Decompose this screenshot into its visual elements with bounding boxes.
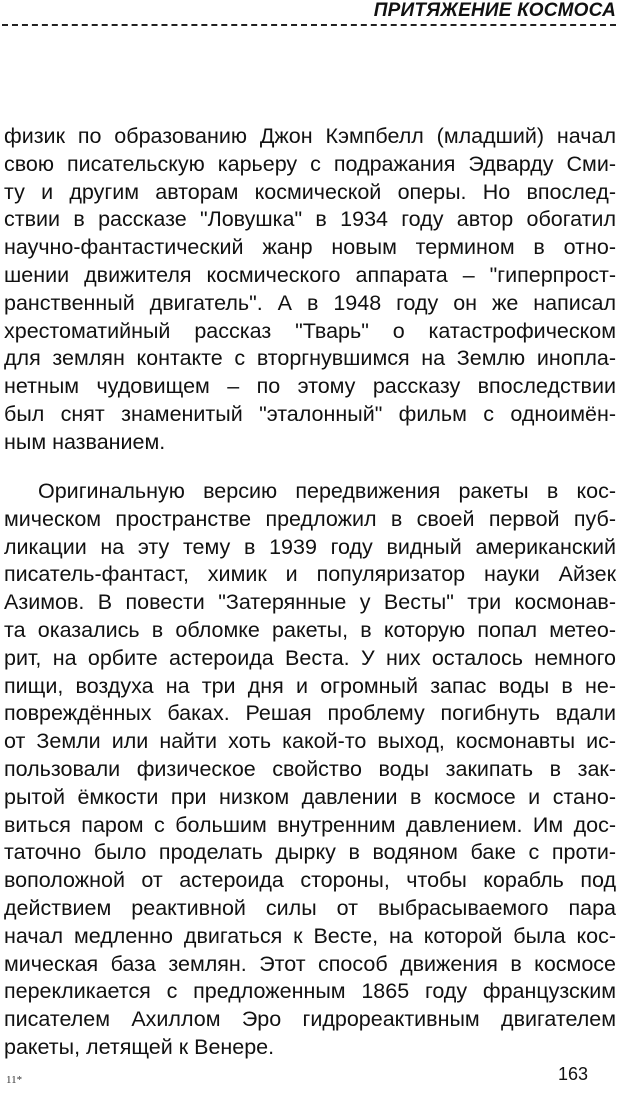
text-line: действием реактивной силы от выбрасываемого пара xyxy=(4,895,616,920)
text-line: перекликается с предложенным 1865 году французским xyxy=(4,979,616,1004)
text-line: научно-фантастический жанр новым термином в отно- xyxy=(4,235,616,260)
text-line: писатель-фантаст, химик и популяризатор науки Айзек xyxy=(4,562,616,587)
text-line: писателем Ахиллом Эро гидрореактивным двигателем xyxy=(4,1007,616,1032)
text-line: рытой ёмкости при низком давлении в космосе и стано- xyxy=(4,784,616,809)
text-line: пользовали физическое свойство воды закипать в зак- xyxy=(4,756,616,781)
text-line: для землян контакте с вторгнувшимся на Землю инопла- xyxy=(4,346,616,371)
text-line: мическом пространстве предложил в своей первой пуб- xyxy=(4,506,616,531)
text-line: нетным чудовищем – по этому рассказу впоследствии xyxy=(4,374,616,399)
signature-mark: 11* xyxy=(6,1074,23,1086)
text-line: ствии в рассказе "Ловушка" в 1934 году автор обогатил xyxy=(4,207,616,232)
text-line: ракеты, летящей к Венере. xyxy=(4,1034,275,1059)
text-line: был снят знаменитый "эталонный" фильм с одноимён- xyxy=(4,401,616,426)
text-line: таточно было проделать дырку в водяном баке с проти- xyxy=(4,840,616,865)
text-line: ликации на эту тему в 1939 году видный американский xyxy=(4,534,616,559)
running-header xyxy=(0,0,620,28)
text-line: мическая база землян. Этот способ движения в космосе xyxy=(4,951,616,976)
text-line: от Земли или найти хоть какой-то выход, космонавты ис- xyxy=(4,729,616,754)
text-line: Азимов. В повести "Затерянные у Весты" три космонав- xyxy=(4,590,616,615)
header-dashed-rule xyxy=(2,24,616,26)
text-line: повреждённых баках. Решая проблему погибнуть вдали xyxy=(4,701,616,726)
text-line: физик по образованию Джон Кэмпбелл (младший) начал xyxy=(4,124,616,148)
text-line: ранственный двигатель". А в 1948 году он же написал xyxy=(4,290,616,315)
paragraph-1 xyxy=(4,123,616,457)
text-line: ным названием. xyxy=(4,429,166,454)
text-line: хрестоматийный рассказ "Тварь" о катастрофическом xyxy=(4,318,616,343)
text-line: Оригинальную версию передвижения ракеты в кос- xyxy=(38,479,616,503)
text-line: та оказались в обломке ракеты, в которую попал метео- xyxy=(4,617,616,642)
page-number: 163 xyxy=(557,1064,588,1084)
running-title: ПРИТЯЖЕНИЕ КОСМОСА xyxy=(366,0,616,22)
text-line: свою писательскую карьеру с подражания Эдварду Сми- xyxy=(4,151,616,176)
text-line: воположной от астероида стороны, чтобы корабль под xyxy=(4,868,616,893)
text-line: ту и другим авторам космической оперы. Но впослед- xyxy=(4,179,616,204)
text-line: пищи, воздуха на три дня и огромный запас воды в не- xyxy=(4,673,616,698)
text-line: шении движителя космического аппарата – "гиперпрост- xyxy=(4,262,616,287)
text-line: начал медленно двигаться к Весте, на которой была кос- xyxy=(4,923,616,948)
text-line: виться паром с большим внутренним давлением. Им дос- xyxy=(4,812,616,837)
text-line: рит, на орбите астероида Веста. У них осталось немного xyxy=(4,645,616,670)
paragraph-2 xyxy=(4,478,616,1062)
